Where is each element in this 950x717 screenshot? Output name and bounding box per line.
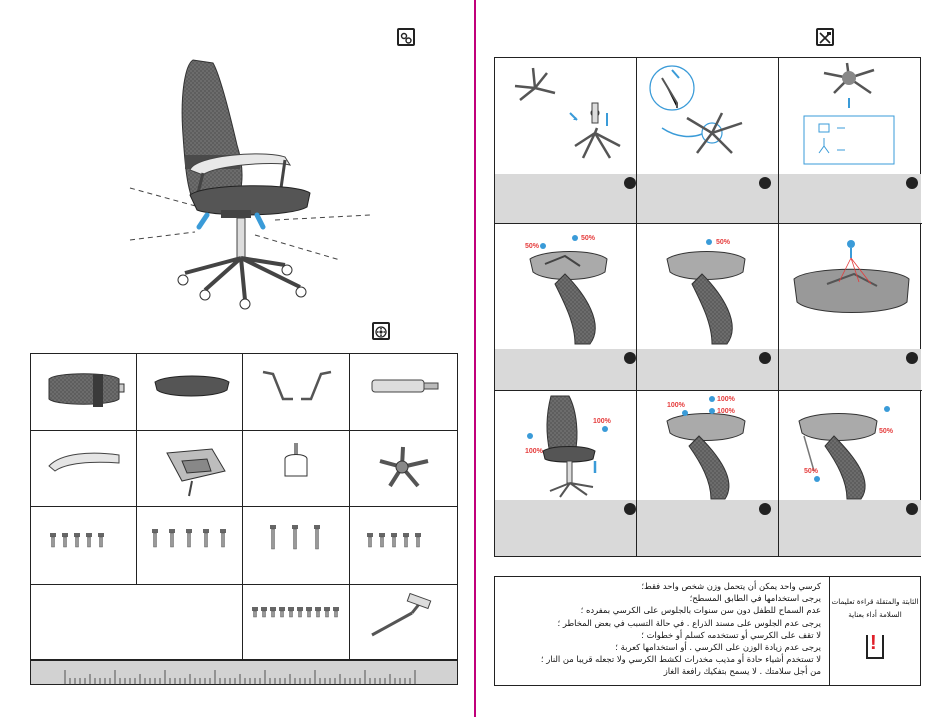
- part-screws-d: [350, 507, 457, 585]
- warning-title: السلامة أداء بعناية: [848, 610, 902, 619]
- warning-line: يرجى استخدامها في الطابق المسطح؛: [689, 593, 821, 604]
- step-marker: [624, 177, 636, 189]
- screw-icon: [50, 533, 56, 547]
- screw-icon: [367, 533, 373, 547]
- safety-warnings-box: [494, 576, 921, 686]
- part-gas-lift: [350, 354, 457, 431]
- step-marker: [759, 352, 771, 364]
- screw-icon: [98, 533, 104, 547]
- step-footer: [495, 500, 636, 556]
- screw-icon: [252, 607, 258, 617]
- screw-icon: [169, 529, 175, 547]
- part-screws-e: [243, 585, 350, 660]
- step-footer: [779, 500, 921, 556]
- step-footer: [637, 349, 778, 390]
- screw-icon: [203, 529, 209, 547]
- screw-icon: [314, 525, 320, 549]
- step-marker: [624, 503, 636, 515]
- step-footer: [637, 174, 778, 223]
- step-footer: [637, 500, 778, 556]
- warning-icon: [866, 632, 884, 659]
- warning-line: يرجى عدم زيادة الوزن على الكرسي . أو استخدامها كعربة ؛: [615, 642, 821, 653]
- screw-icon: [261, 607, 267, 617]
- page-divider: [474, 0, 476, 717]
- part-casters: [243, 431, 350, 507]
- step-marker: [624, 352, 636, 364]
- screw-icon: [62, 533, 68, 547]
- screw-icon: [297, 607, 303, 617]
- screw-icon: [152, 529, 158, 547]
- warning-line: عدم السماح للطفل دون سن سنوات بالجلوس على الكرسي بمفرده ؛: [580, 605, 821, 616]
- screw-icon: [403, 533, 409, 547]
- percent-label: 100%: [717, 408, 735, 415]
- percent-label: 100%: [717, 396, 735, 403]
- parts-list-table: [30, 353, 458, 685]
- warnings-side-panel: [830, 577, 920, 685]
- step-marker: [906, 352, 918, 364]
- warnings-text: [495, 577, 830, 685]
- screw-icon: [279, 607, 285, 617]
- part-seat: [137, 354, 243, 431]
- warning-line: لا تقف على الكرسي أو تستخدمه كسلم أو خطوات ؛: [641, 629, 821, 640]
- screw-icon: [292, 525, 298, 549]
- step-footer: [495, 174, 636, 223]
- part-armrest: [243, 354, 350, 431]
- screw-icon: [288, 607, 294, 617]
- assembly-steps-grid: [494, 57, 921, 557]
- percent-label: 50%: [804, 468, 819, 475]
- screw-icon: [333, 607, 339, 617]
- percent-label: 100%: [667, 402, 685, 409]
- percent-label: 100%: [525, 448, 543, 455]
- measurement-ruler: [30, 660, 458, 685]
- percent-label: 100%: [593, 418, 611, 425]
- tools-icon: [816, 28, 834, 46]
- parts-icon: [372, 322, 390, 340]
- assembled-chair-image: [125, 55, 375, 310]
- warning-line: لا تستخدم أشياء حادة أو مذيب مخدرات لكشط الكرسي ولا تجعله قريبا من النار ؛: [540, 654, 821, 665]
- part-back-bracket: [31, 431, 137, 507]
- screw-icon: [270, 525, 276, 549]
- screw-icon: [270, 607, 276, 617]
- bolts-icon: [397, 28, 415, 46]
- percent-label: 50%: [879, 428, 894, 435]
- warning-line: من أجل سلامتك . لا يسمح بتفكيك رافعة الغاز: [663, 666, 821, 677]
- screw-icon: [315, 607, 321, 617]
- screw-icon: [391, 533, 397, 547]
- warning-line: يرجى عدم الجلوس على مسند الذراع . في حالة التسبب في بعض المخاطر ؛: [557, 617, 821, 628]
- screw-icon: [324, 607, 330, 617]
- screw-icon: [86, 533, 92, 547]
- warning-mark: !: [870, 632, 877, 654]
- screw-icon: [186, 529, 192, 547]
- part-hex-wrench: [350, 585, 457, 660]
- step-marker: [906, 503, 918, 515]
- screw-icon: [415, 533, 421, 547]
- step-marker: [759, 503, 771, 515]
- part-screws-c: [243, 507, 350, 585]
- step-marker: [906, 177, 918, 189]
- part-base: [350, 431, 457, 507]
- part-empty-cell: [31, 585, 243, 660]
- step-footer: [495, 349, 636, 390]
- part-screws-b: [137, 507, 243, 585]
- part-mechanism: [137, 431, 243, 507]
- screw-icon: [74, 533, 80, 547]
- screw-icon: [379, 533, 385, 547]
- step-marker: [759, 177, 771, 189]
- percent-label: 50%: [525, 243, 540, 250]
- step-footer: [779, 349, 921, 390]
- warning-line: كرسي واحد يمكن أن يتحمل وزن شخص واحد فقط؛: [641, 581, 821, 591]
- step-footer: [779, 174, 921, 223]
- part-backrest: [31, 354, 137, 431]
- part-screws-a: [31, 507, 137, 585]
- percent-label: 50%: [716, 239, 731, 246]
- warning-title: الثابتة والمتقلة قراءة تعليمات: [831, 597, 919, 606]
- percent-label: 50%: [581, 235, 596, 242]
- screw-icon: [220, 529, 226, 547]
- screw-icon: [306, 607, 312, 617]
